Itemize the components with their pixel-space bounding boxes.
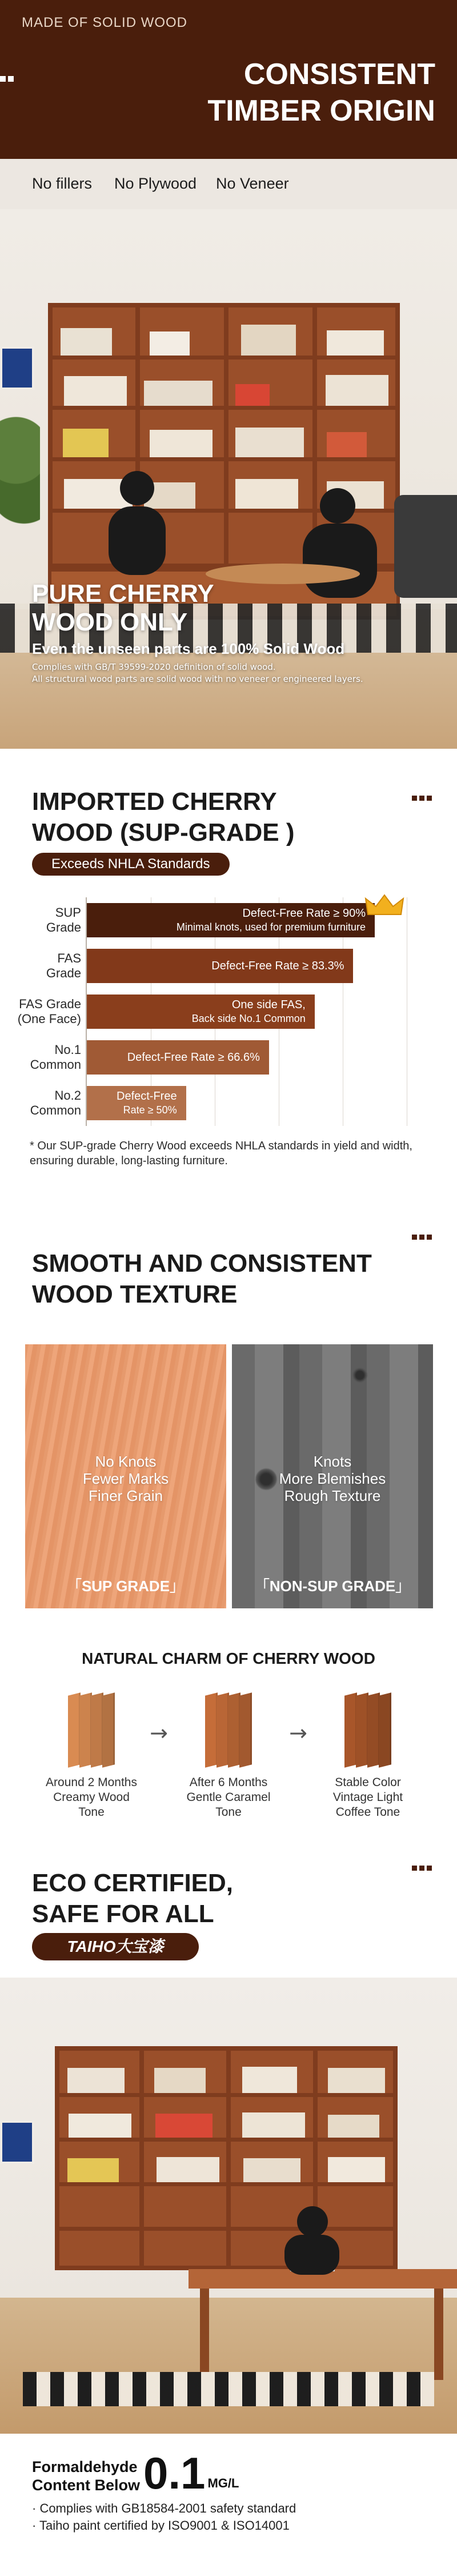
bar-value-label: Defect-Free bbox=[117, 1090, 177, 1103]
nhla-standards-badge: Exceeds NHLA Standards bbox=[32, 853, 230, 876]
chart-footnote: * Our SUP-grade Cherry Wood exceeds NHLA standards in yield and width, ensuring durable, long-lasting furniture. bbox=[30, 1140, 412, 1167]
stage-label: Around 2 Months Creamy Wood Tone bbox=[46, 1776, 137, 1819]
non-sup-grade-wood-sample bbox=[232, 1344, 433, 1608]
claim-no-plywood: No Plywood bbox=[114, 175, 197, 192]
decorative-dots-icon bbox=[0, 73, 16, 84]
caption-fine-print bbox=[32, 661, 363, 685]
hero-caption bbox=[32, 580, 363, 685]
claim-no-veneer: No Veneer bbox=[216, 175, 289, 192]
table-leg bbox=[200, 2289, 209, 2380]
person-seated bbox=[297, 2206, 328, 2237]
bar-value-label: Defect-Free Rate ≥ 83.3% bbox=[211, 960, 344, 972]
person-seated-body bbox=[284, 2235, 339, 2275]
grade-bar bbox=[87, 949, 353, 983]
eco-title-line2: SAFE FOR ALL bbox=[32, 1900, 214, 1928]
caption-title-line2: WOOD ONLY bbox=[32, 608, 188, 636]
decorative-dots-icon bbox=[410, 792, 432, 803]
wood-planks-icon bbox=[336, 1694, 399, 1766]
person-left bbox=[120, 471, 154, 505]
eco-title bbox=[32, 1868, 233, 1930]
sup-grade-description bbox=[25, 1453, 226, 1504]
wood-knot bbox=[352, 1367, 368, 1383]
grade-label: FAS Grade (One Face) bbox=[17, 997, 81, 1026]
made-of-solid-wood-text: MADE OF SOLID WOOD bbox=[22, 15, 188, 30]
crown-icon bbox=[364, 894, 404, 918]
plant-icon bbox=[0, 398, 40, 529]
grade-bar bbox=[87, 903, 375, 937]
grade-label: SUP Grade bbox=[46, 905, 81, 934]
natural-charm-title: NATURAL CHARM OF CHERRY WOOD bbox=[82, 1650, 375, 1667]
caption-subtitle: Even the unseen parts are 100% Solid Wood bbox=[32, 640, 345, 657]
wood-planks-icon bbox=[60, 1694, 123, 1766]
taiho-brand-logo: TAIHO大宝漆 bbox=[32, 1933, 199, 1960]
formaldehyde-label-line2: Content Below bbox=[32, 2477, 140, 2494]
stage-label: Stable Color Vintage Light Coffee Tone bbox=[332, 1776, 403, 1819]
hero-banner bbox=[0, 0, 457, 159]
grade-bar bbox=[87, 1040, 269, 1075]
wall-painting bbox=[0, 346, 34, 390]
color-stage bbox=[34, 1694, 149, 1820]
arrow-right-icon: → bbox=[150, 1720, 168, 1746]
cert-iso: · Taiho paint certified by ISO9001 & ISO14001 bbox=[32, 2518, 290, 2533]
formaldehyde-label-line1: Formaldehyde bbox=[32, 2458, 138, 2475]
bar-value-sublabel: Back side No.1 Common bbox=[191, 1013, 306, 1024]
hero-title bbox=[207, 56, 435, 129]
claims-bar bbox=[0, 159, 457, 209]
caption-fine-line1: Complies with GB/T 39599-2020 definition of solid wood. bbox=[32, 662, 276, 672]
decorative-dots-icon bbox=[410, 1231, 432, 1242]
wood-planks-icon bbox=[197, 1694, 260, 1766]
cert-gb18584: · Complies with GB18584-2001 safety standard bbox=[32, 2501, 296, 2515]
non-sup-grade-line3: Rough Texture bbox=[284, 1487, 381, 1504]
bar-value-sublabel: Minimal knots, used for premium furniture bbox=[176, 921, 366, 933]
hero-room-photo bbox=[0, 209, 457, 749]
arrow-right-icon: → bbox=[289, 1720, 307, 1746]
bar-value-label: Defect-Free Rate ≥ 66.6% bbox=[127, 1051, 260, 1064]
sup-grade-tag: 「SUP GRADE」 bbox=[66, 1577, 185, 1595]
bookshelf bbox=[55, 2046, 398, 2270]
grade-label: No.2 Common bbox=[30, 1088, 81, 1117]
imported-cherry-title bbox=[32, 786, 295, 848]
person-right bbox=[320, 488, 355, 524]
claim-no-fillers: No fillers bbox=[32, 175, 93, 192]
bar-value-label: Defect-Free Rate ≥ 90% bbox=[242, 907, 366, 920]
decorative-dots-icon bbox=[410, 1862, 432, 1873]
sup-grade-line3: Finer Grain bbox=[88, 1487, 163, 1504]
formaldehyde-label bbox=[32, 2458, 140, 2494]
sup-grade-line1: No Knots bbox=[95, 1453, 157, 1470]
grade-bar-chart bbox=[0, 897, 457, 1126]
table-leg bbox=[434, 2289, 443, 2380]
grade-bar bbox=[87, 1086, 186, 1120]
eco-room-photo bbox=[0, 1978, 457, 2434]
formaldehyde-value: 0.1 bbox=[143, 2448, 206, 2498]
non-sup-grade-tag: 「NON-SUP GRADE」 bbox=[254, 1577, 411, 1595]
person-left-body bbox=[109, 506, 166, 575]
wall-painting bbox=[0, 2120, 34, 2164]
grade-bar bbox=[87, 995, 315, 1029]
texture-title bbox=[32, 1248, 372, 1310]
sofa bbox=[394, 495, 457, 598]
stage-label: After 6 Months Gentle Caramel Tone bbox=[186, 1776, 271, 1819]
formaldehyde-block bbox=[32, 2448, 296, 2534]
non-sup-grade-line2: More Blemishes bbox=[279, 1470, 386, 1487]
eco-title-line1: ECO CERTIFIED, bbox=[32, 1869, 234, 1897]
color-stage bbox=[171, 1694, 286, 1820]
caption-title-line1: PURE CHERRY bbox=[32, 580, 214, 608]
bar-value-label: One side FAS, bbox=[231, 999, 306, 1011]
non-sup-grade-description bbox=[232, 1453, 433, 1504]
texture-title-line2: WOOD TEXTURE bbox=[32, 1280, 238, 1308]
formaldehyde-unit: MG/L bbox=[207, 2476, 239, 2490]
hero-title-line2: TIMBER ORIGIN bbox=[207, 94, 435, 127]
striped-rug bbox=[23, 2372, 434, 2406]
imported-title-line2: WOOD (SUP-GRADE ) bbox=[32, 818, 295, 846]
color-stage bbox=[311, 1694, 425, 1820]
sup-grade-line2: Fewer Marks bbox=[82, 1470, 169, 1487]
texture-title-line1: SMOOTH AND CONSISTENT bbox=[32, 1249, 372, 1277]
grade-label: FAS Grade bbox=[46, 951, 81, 980]
sup-grade-wood-sample bbox=[25, 1344, 226, 1608]
bar-value-sublabel: Rate ≥ 50% bbox=[123, 1104, 177, 1116]
grade-label: No.1 Common bbox=[30, 1043, 81, 1072]
non-sup-grade-line1: Knots bbox=[313, 1453, 352, 1470]
imported-title-line1: IMPORTED CHERRY bbox=[32, 788, 277, 816]
caption-fine-line2: All structural wood parts are solid wood with no veneer or engineered layers. bbox=[32, 674, 363, 684]
caption-title bbox=[32, 580, 363, 637]
hero-title-line1: CONSISTENT bbox=[243, 58, 435, 91]
